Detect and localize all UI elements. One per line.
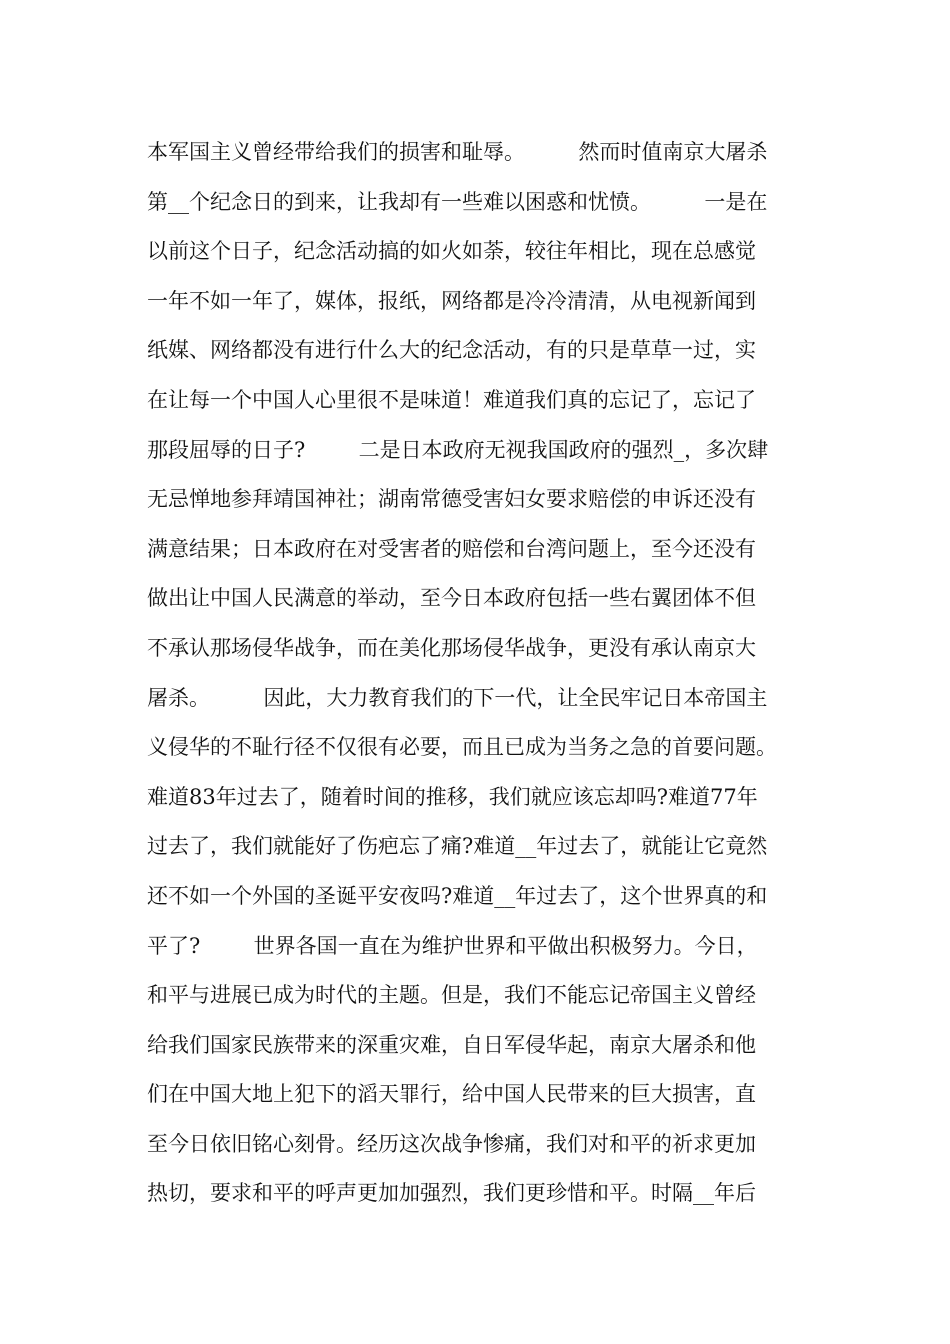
text-line: 满意结果；日本政府在对受害者的赔偿和台湾问题上，至今还没有 [147,536,756,561]
text-line: 在让每一个中国人心里很不是味道！难道我们真的忘记了，忘记了 [147,387,756,412]
text-line: 不承认那场侵华战争，而在美化那场侵华战争，更没有承认南京大 [147,635,756,660]
text-line: 还不如一个外国的圣诞平安夜吗?难道__年过去了，这个世界真的和 [147,883,768,908]
text-line: 平了? 世界各国一直在为维护世界和平做出积极努力。今日， [147,933,758,958]
text-line: 本军国主义曾经带给我们的损害和耻辱。 然而时值南京大屠杀 [147,140,768,164]
text-line: 难道83年过去了，随着时间的推移，我们就应该忘却吗?难道77年 [147,784,758,809]
text-line: 至今日依旧铭心刻骨。经历这次战争惨痛，我们对和平的祈求更加 [147,1131,756,1156]
text-line: 们在中国大地上犯下的滔天罪行，给中国人民带来的巨大损害，直 [147,1082,756,1107]
body-text [147,134,827,1225]
text-line: 热切，要求和平的呼声更加加强烈，我们更珍惜和平。时隔__年后 [147,1181,756,1206]
text-line: 那段屈辱的日子? 二是日本政府无视我国政府的强烈_，多次肆 [147,437,769,462]
text-line: 第__个纪念日的到来，让我却有一些难以困惑和忧愤。 一是在 [147,189,768,214]
text-line: 无忌惮地参拜靖国神社；湖南常德受害妇女要求赔偿的申诉还没有 [147,487,756,512]
text-line: 做出让中国人民满意的举动，至今日本政府包括一些右翼团体不但 [147,586,756,611]
text-line: 和平与进展已成为时代的主题。但是，我们不能忘记帝国主义曾经 [147,983,756,1008]
text-line: 以前这个日子，纪念活动搞的如火如荼，较往年相比，现在总感觉 [147,239,756,264]
text-line: 给我们国家民族带来的深重灾难，自日军侵华起，南京大屠杀和他 [147,1032,756,1057]
text-line: 义侵华的不耻行径不仅很有必要，而且已成为当务之急的首要问题。 [147,735,777,760]
text-line: 纸媒、网络都没有进行什么大的纪念活动，有的只是草草一过，实 [147,338,756,363]
text-line: 屠杀。 因此，大力教育我们的下一代，让全民牢记日本帝国主 [147,685,768,710]
text-line: 过去了，我们就能好了伤疤忘了痛?难道__年过去了，就能让它竟然 [147,834,768,859]
text-line: 一年不如一年了，媒体，报纸，网络都是冷冷清清，从电视新闻到 [147,288,756,313]
